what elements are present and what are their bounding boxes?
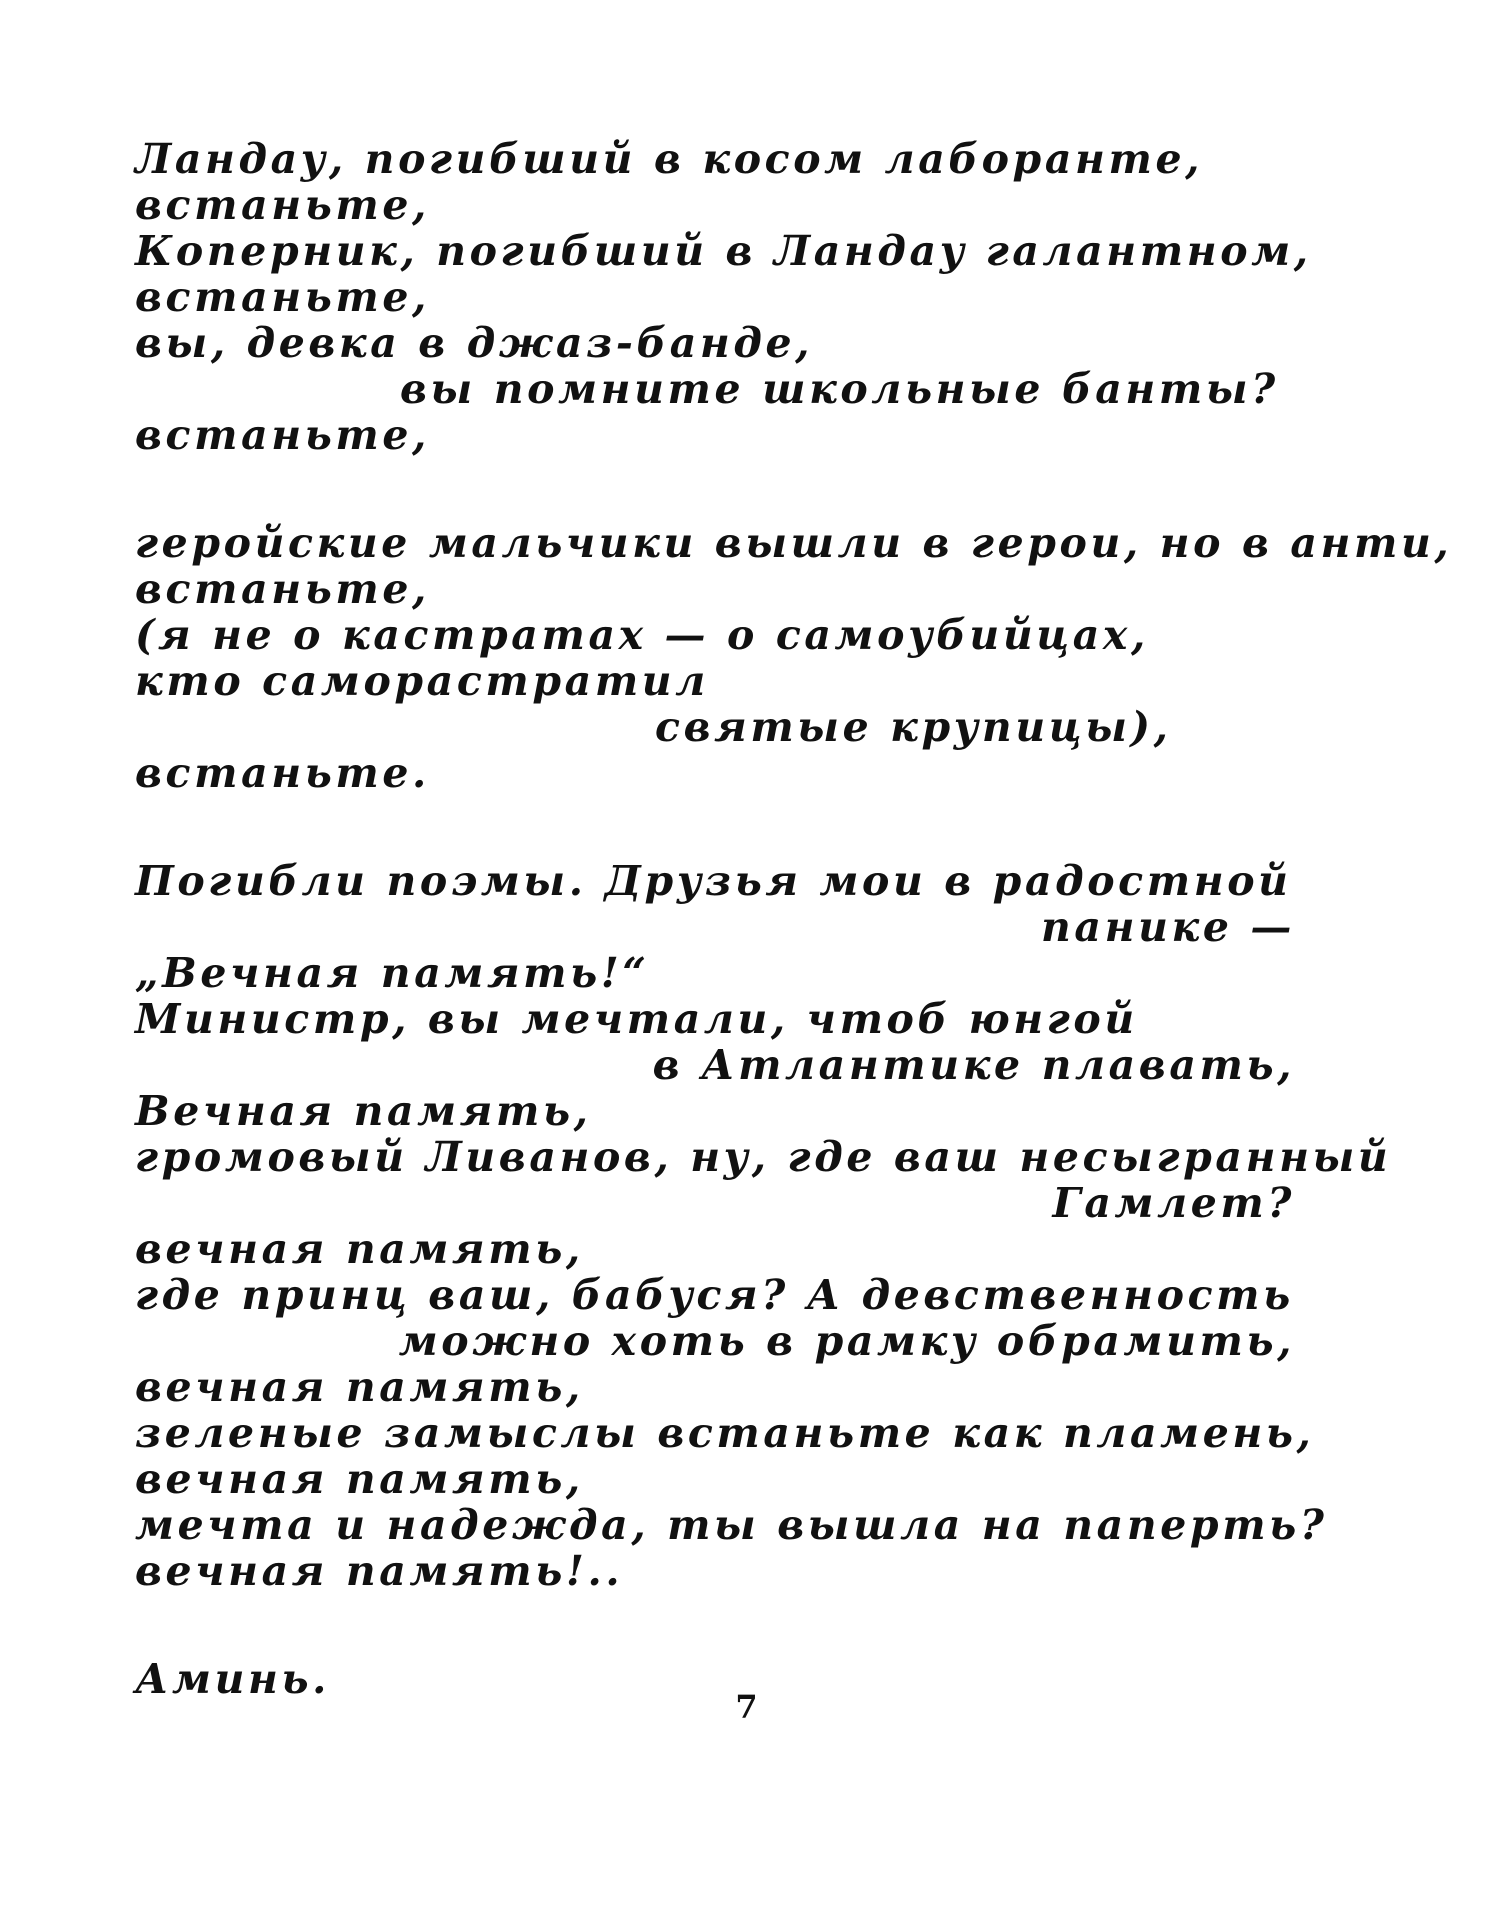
poem-line: громовый Ливанов, ну, где ваш несыгранный: [135, 1133, 1392, 1181]
poem-line: встаньте.: [135, 749, 430, 797]
poem-line: вечная память!..: [135, 1547, 624, 1595]
poem-line: вы, девка в джаз-банде,: [135, 319, 814, 367]
poem-line: вечная память,: [135, 1455, 584, 1503]
poem-line: геройские мальчики вышли в герои, но в анти,: [135, 519, 1453, 567]
poem-line: встаньте,: [135, 411, 430, 459]
page-number: 7: [735, 1688, 758, 1726]
poem-line: Коперник, погибший в Ландау галантном,: [135, 227, 1312, 275]
poem-line: Ландау, погибший в косом лаборанте,: [135, 135, 1204, 183]
poem-line: „Вечная память!“: [135, 949, 650, 997]
poem-line: зеленые замыслы встаньте как пламень,: [135, 1409, 1315, 1457]
stanza-gap: [135, 1594, 1335, 1656]
poem-line: встаньте,: [135, 565, 430, 613]
stanza: [135, 519, 1453, 797]
poem-line: вы помните школьные банты?: [400, 365, 1279, 413]
poem-line: Вечная память,: [135, 1087, 592, 1135]
poem-line: в Атлантике плавать,: [652, 1041, 1295, 1089]
stanza-gap: [135, 796, 1335, 858]
poem-line: панике —: [1041, 903, 1295, 951]
poem-line: Министр, вы мечтали, чтоб юнгой: [135, 995, 1138, 1043]
poem-line: мечта и надежда, ты вышла на паперть?: [135, 1501, 1328, 1549]
poem-line: Гамлет?: [1052, 1179, 1295, 1227]
poem-line: Погибли поэмы. Друзья мои в радостной: [135, 857, 1292, 905]
poem-text: [135, 135, 1453, 1703]
poem-line: можно хоть в рамку обрамить,: [398, 1317, 1295, 1365]
poem-line: встаньте,: [135, 181, 430, 229]
poem-line: (я не о кастратах — о самоубийцах,: [135, 611, 1149, 659]
poem-line: вечная память,: [135, 1363, 584, 1411]
stanza: [135, 136, 1335, 458]
poem-line: кто саморастратил: [135, 657, 709, 705]
poem-line: святые крупицы),: [655, 703, 1172, 751]
poem-line: Аминь.: [135, 1655, 330, 1703]
stanza: [135, 857, 1392, 1595]
stanza-gap: [135, 458, 1335, 520]
poem-line: где принц ваш, бабуся? А девственность: [135, 1271, 1294, 1319]
poem-line: вечная память,: [135, 1225, 584, 1273]
poem-line: встаньте,: [135, 273, 430, 321]
